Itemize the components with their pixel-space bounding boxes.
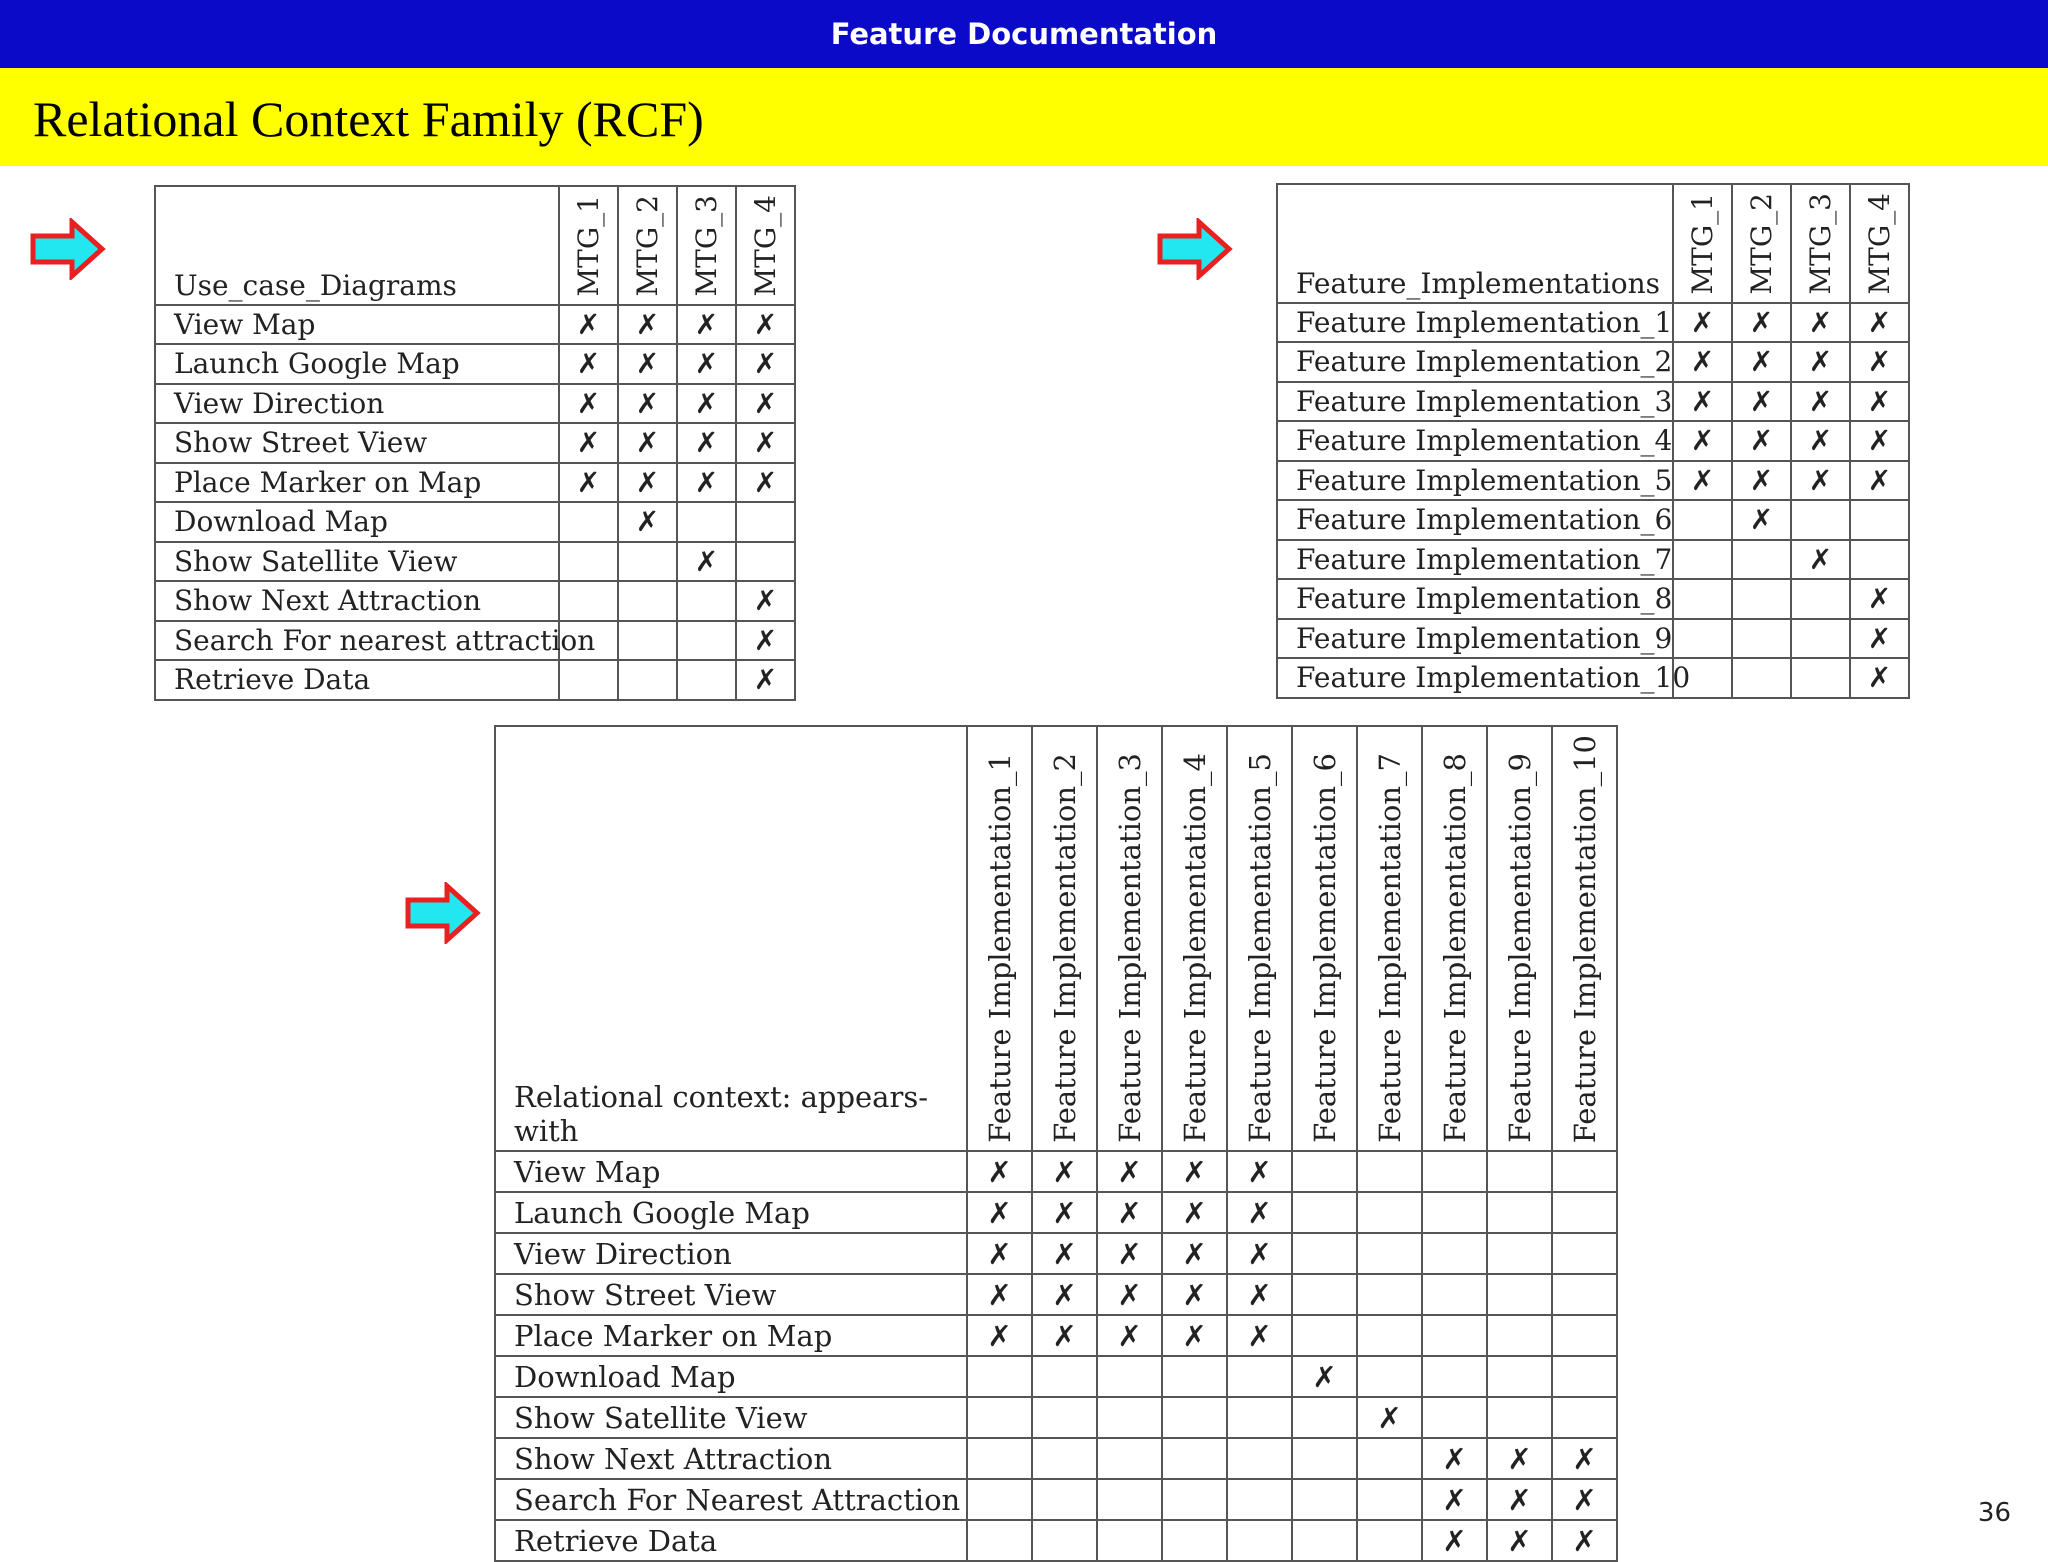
empty-cell <box>967 1397 1032 1438</box>
column-header <box>1732 184 1791 303</box>
empty-cell <box>1227 1356 1292 1397</box>
empty-cell <box>677 621 736 661</box>
table-corner-label: Relational context: appears-with <box>495 726 967 1151</box>
row-label: Feature Implementation_3 <box>1277 382 1673 422</box>
empty-cell <box>1487 1356 1552 1397</box>
row-label: Feature Implementation_4 <box>1277 421 1673 461</box>
empty-cell <box>1162 1520 1227 1561</box>
empty-cell <box>1097 1438 1162 1479</box>
empty-cell <box>1673 540 1732 580</box>
row-label: Feature Implementation_1 <box>1277 303 1673 343</box>
right-arrow-icon <box>405 882 481 944</box>
table-row <box>1277 342 1909 382</box>
empty-cell <box>559 660 618 700</box>
cross-mark-cell: ✗ <box>677 344 736 384</box>
column-header-label: Feature Implementation_2 <box>1047 753 1082 1144</box>
empty-cell <box>1292 1520 1357 1561</box>
empty-cell <box>1552 1192 1617 1233</box>
cross-mark-cell: ✗ <box>677 423 736 463</box>
cross-mark-cell: ✗ <box>1791 382 1850 422</box>
cross-mark-cell: ✗ <box>1850 658 1909 698</box>
table-corner-label: Feature_Implementations <box>1277 184 1673 303</box>
row-label: Feature Implementation_5 <box>1277 461 1673 501</box>
empty-cell <box>1552 1233 1617 1274</box>
row-label: Launch Google Map <box>495 1192 967 1233</box>
cross-mark-cell: ✗ <box>1850 619 1909 659</box>
row-label: Show Satellite View <box>155 542 559 582</box>
cross-mark-cell: ✗ <box>1791 303 1850 343</box>
cross-mark-cell: ✗ <box>559 305 618 345</box>
cross-mark-cell: ✗ <box>1850 342 1909 382</box>
empty-cell <box>1422 1397 1487 1438</box>
row-label: Launch Google Map <box>155 344 559 384</box>
table-row <box>1277 303 1909 343</box>
cross-mark-cell: ✗ <box>1673 461 1732 501</box>
empty-cell <box>967 1479 1032 1520</box>
cross-mark-cell: ✗ <box>618 344 677 384</box>
empty-cell <box>1487 1151 1552 1192</box>
cross-mark-cell: ✗ <box>559 344 618 384</box>
empty-cell <box>1673 579 1732 619</box>
cross-mark-cell: ✗ <box>1422 1479 1487 1520</box>
table-row <box>1277 658 1909 698</box>
column-header <box>1162 726 1227 1151</box>
empty-cell <box>618 542 677 582</box>
cross-mark-cell: ✗ <box>1032 1192 1097 1233</box>
cross-mark-cell: ✗ <box>1732 500 1791 540</box>
row-label: Feature Implementation_8 <box>1277 579 1673 619</box>
row-label: View Direction <box>495 1233 967 1274</box>
row-label: Show Satellite View <box>495 1397 967 1438</box>
cross-mark-cell: ✗ <box>1032 1233 1097 1274</box>
cross-mark-cell: ✗ <box>1673 421 1732 461</box>
cross-mark-cell: ✗ <box>736 660 795 700</box>
row-label: View Direction <box>155 384 559 424</box>
empty-cell <box>1791 658 1850 698</box>
empty-cell <box>1357 1438 1422 1479</box>
column-header <box>1227 726 1292 1151</box>
empty-cell <box>1292 1438 1357 1479</box>
row-label: Download Map <box>155 502 559 542</box>
cross-mark-cell: ✗ <box>1097 1233 1162 1274</box>
empty-cell <box>736 542 795 582</box>
empty-cell <box>967 1520 1032 1561</box>
title-bar <box>0 68 2048 166</box>
column-header-label: Feature Implementation_7 <box>1372 753 1407 1144</box>
cross-mark-cell: ✗ <box>1357 1397 1422 1438</box>
table-row <box>495 1233 1617 1274</box>
row-label: Feature Implementation_10 <box>1277 658 1673 698</box>
cross-mark-cell: ✗ <box>618 463 677 503</box>
cross-mark-cell: ✗ <box>1732 382 1791 422</box>
empty-cell <box>1032 1520 1097 1561</box>
column-header <box>618 186 677 305</box>
row-label: Show Next Attraction <box>495 1438 967 1479</box>
empty-cell <box>1292 1151 1357 1192</box>
cross-mark-cell: ✗ <box>1732 303 1791 343</box>
cross-mark-cell: ✗ <box>736 384 795 424</box>
cross-mark-cell: ✗ <box>1850 579 1909 619</box>
empty-cell <box>1032 1356 1097 1397</box>
empty-cell <box>1032 1397 1097 1438</box>
column-header <box>1487 726 1552 1151</box>
table-row <box>155 384 795 424</box>
empty-cell <box>1732 658 1791 698</box>
table-row <box>1277 500 1909 540</box>
cross-mark-cell: ✗ <box>1162 1274 1227 1315</box>
empty-cell <box>1097 1397 1162 1438</box>
cross-mark-cell: ✗ <box>1032 1151 1097 1192</box>
empty-cell <box>1422 1315 1487 1356</box>
table-row <box>495 1397 1617 1438</box>
empty-cell <box>1732 540 1791 580</box>
cross-mark-cell: ✗ <box>736 463 795 503</box>
header-row <box>155 186 795 305</box>
empty-cell <box>1357 1151 1422 1192</box>
cross-mark-cell: ✗ <box>559 384 618 424</box>
column-header <box>1791 184 1850 303</box>
empty-cell <box>1552 1274 1617 1315</box>
column-header-label: MTG_1 <box>1686 193 1719 295</box>
table-row <box>1277 382 1909 422</box>
column-header-label: Feature Implementation_4 <box>1177 753 1212 1144</box>
empty-cell <box>1791 500 1850 540</box>
empty-cell <box>1732 619 1791 659</box>
cross-mark-cell: ✗ <box>1227 1233 1292 1274</box>
column-header-label: Feature Implementation_8 <box>1437 753 1472 1144</box>
empty-cell <box>1032 1479 1097 1520</box>
empty-cell <box>1292 1233 1357 1274</box>
cross-mark-cell: ✗ <box>1732 342 1791 382</box>
cross-mark-cell: ✗ <box>967 1192 1032 1233</box>
empty-cell <box>1422 1356 1487 1397</box>
cross-mark-cell: ✗ <box>1227 1315 1292 1356</box>
cross-mark-cell: ✗ <box>1552 1479 1617 1520</box>
cross-mark-cell: ✗ <box>1552 1438 1617 1479</box>
cross-mark-cell: ✗ <box>1850 461 1909 501</box>
empty-cell <box>1357 1274 1422 1315</box>
relational-context-table <box>494 725 1618 1562</box>
column-header-label: MTG_1 <box>572 195 605 297</box>
empty-cell <box>1227 1438 1292 1479</box>
row-label: Show Next Attraction <box>155 581 559 621</box>
cross-mark-cell: ✗ <box>677 305 736 345</box>
empty-cell <box>1162 1438 1227 1479</box>
table-row <box>155 423 795 463</box>
cross-mark-cell: ✗ <box>1422 1520 1487 1561</box>
empty-cell <box>1357 1233 1422 1274</box>
cross-mark-cell: ✗ <box>559 423 618 463</box>
page-number: 36 <box>1977 1498 2011 1528</box>
header-row <box>1277 184 1909 303</box>
column-header-label: MTG_3 <box>690 195 723 297</box>
cross-mark-cell: ✗ <box>618 305 677 345</box>
cross-mark-cell: ✗ <box>1162 1233 1227 1274</box>
cross-mark-cell: ✗ <box>1850 382 1909 422</box>
cross-mark-cell: ✗ <box>736 621 795 661</box>
table-row <box>495 1520 1617 1561</box>
table-row <box>155 344 795 384</box>
cross-mark-cell: ✗ <box>1487 1479 1552 1520</box>
table-row <box>155 502 795 542</box>
cross-mark-cell: ✗ <box>1791 461 1850 501</box>
row-label: Show Street View <box>495 1274 967 1315</box>
column-header-label: MTG_2 <box>631 195 664 297</box>
empty-cell <box>559 542 618 582</box>
table-row <box>155 542 795 582</box>
cross-mark-cell: ✗ <box>1487 1438 1552 1479</box>
column-header <box>677 186 736 305</box>
empty-cell <box>1422 1151 1487 1192</box>
right-arrow-icon <box>30 218 106 280</box>
cross-mark-cell: ✗ <box>1162 1151 1227 1192</box>
empty-cell <box>618 581 677 621</box>
table-row <box>1277 421 1909 461</box>
cross-mark-cell: ✗ <box>736 581 795 621</box>
empty-cell <box>1097 1520 1162 1561</box>
empty-cell <box>1292 1479 1357 1520</box>
cross-mark-cell: ✗ <box>1673 382 1732 422</box>
cross-mark-cell: ✗ <box>1097 1192 1162 1233</box>
table-row <box>1277 461 1909 501</box>
empty-cell <box>1487 1315 1552 1356</box>
cross-mark-cell: ✗ <box>1791 342 1850 382</box>
row-label: Place Marker on Map <box>155 463 559 503</box>
table-row <box>495 1356 1617 1397</box>
cross-mark-cell: ✗ <box>1032 1274 1097 1315</box>
column-header-label: Feature Implementation_1 <box>982 753 1017 1144</box>
row-label: Retrieve Data <box>155 660 559 700</box>
table-row <box>495 1479 1617 1520</box>
column-header <box>967 726 1032 1151</box>
empty-cell <box>1032 1438 1097 1479</box>
cross-mark-cell: ✗ <box>1162 1315 1227 1356</box>
empty-cell <box>1422 1192 1487 1233</box>
table-row <box>1277 619 1909 659</box>
row-label: Download Map <box>495 1356 967 1397</box>
cross-mark-cell: ✗ <box>1227 1274 1292 1315</box>
empty-cell <box>618 621 677 661</box>
table-row <box>1277 579 1909 619</box>
table-corner-label: Use_case_Diagrams <box>155 186 559 305</box>
cross-mark-cell: ✗ <box>1227 1192 1292 1233</box>
feature-implementation-context-table <box>1276 183 1910 699</box>
empty-cell <box>1791 619 1850 659</box>
empty-cell <box>1552 1151 1617 1192</box>
empty-cell <box>967 1356 1032 1397</box>
empty-cell <box>1552 1315 1617 1356</box>
table-row <box>155 305 795 345</box>
empty-cell <box>559 581 618 621</box>
empty-cell <box>1227 1397 1292 1438</box>
cross-mark-cell: ✗ <box>967 1233 1032 1274</box>
cross-mark-cell: ✗ <box>618 423 677 463</box>
empty-cell <box>1292 1192 1357 1233</box>
column-header-label: Feature Implementation_10 <box>1567 735 1602 1144</box>
empty-cell <box>1292 1274 1357 1315</box>
cross-mark-cell: ✗ <box>618 384 677 424</box>
cross-mark-cell: ✗ <box>1850 303 1909 343</box>
empty-cell <box>1487 1233 1552 1274</box>
column-header <box>1673 184 1732 303</box>
empty-cell <box>1357 1520 1422 1561</box>
row-label: View Map <box>155 305 559 345</box>
usecase-context-table <box>154 185 796 701</box>
column-header <box>1552 726 1617 1151</box>
cross-mark-cell: ✗ <box>677 384 736 424</box>
empty-cell <box>1097 1356 1162 1397</box>
cross-mark-cell: ✗ <box>1732 461 1791 501</box>
row-label: Show Street View <box>155 423 559 463</box>
cross-mark-cell: ✗ <box>1097 1315 1162 1356</box>
table-row <box>155 660 795 700</box>
column-header <box>1032 726 1097 1151</box>
empty-cell <box>1422 1233 1487 1274</box>
column-header-label: Feature Implementation_5 <box>1242 753 1277 1144</box>
table-row <box>1277 540 1909 580</box>
table-row <box>155 621 795 661</box>
empty-cell <box>1487 1192 1552 1233</box>
cross-mark-cell: ✗ <box>618 502 677 542</box>
empty-cell <box>1850 500 1909 540</box>
column-header <box>1422 726 1487 1151</box>
empty-cell <box>1552 1397 1617 1438</box>
table-row <box>155 581 795 621</box>
empty-cell <box>1357 1315 1422 1356</box>
empty-cell <box>1292 1397 1357 1438</box>
cross-mark-cell: ✗ <box>967 1151 1032 1192</box>
right-arrow-icon <box>1157 218 1233 280</box>
cross-mark-cell: ✗ <box>1552 1520 1617 1561</box>
top-banner <box>0 0 2048 68</box>
empty-cell <box>1357 1356 1422 1397</box>
empty-cell <box>677 660 736 700</box>
cross-mark-cell: ✗ <box>1227 1151 1292 1192</box>
empty-cell <box>1162 1356 1227 1397</box>
empty-cell <box>1422 1274 1487 1315</box>
empty-cell <box>1487 1397 1552 1438</box>
column-header-label: Feature Implementation_6 <box>1307 753 1342 1144</box>
table-row <box>495 1274 1617 1315</box>
row-label: Retrieve Data <box>495 1520 967 1561</box>
column-header <box>559 186 618 305</box>
empty-cell <box>1673 619 1732 659</box>
table-row <box>495 1192 1617 1233</box>
empty-cell <box>1487 1274 1552 1315</box>
empty-cell <box>1357 1192 1422 1233</box>
cross-mark-cell: ✗ <box>1791 540 1850 580</box>
column-header <box>736 186 795 305</box>
empty-cell <box>967 1438 1032 1479</box>
cross-mark-cell: ✗ <box>1487 1520 1552 1561</box>
cross-mark-cell: ✗ <box>1422 1438 1487 1479</box>
empty-cell <box>1673 500 1732 540</box>
cross-mark-cell: ✗ <box>1673 342 1732 382</box>
row-label: Feature Implementation_7 <box>1277 540 1673 580</box>
empty-cell <box>1227 1479 1292 1520</box>
table-row <box>495 1438 1617 1479</box>
cross-mark-cell: ✗ <box>1850 421 1909 461</box>
empty-cell <box>1552 1356 1617 1397</box>
header-row <box>495 726 1617 1151</box>
column-header-label: Feature Implementation_3 <box>1112 753 1147 1144</box>
cross-mark-cell: ✗ <box>1292 1356 1357 1397</box>
column-header-label: MTG_2 <box>1745 193 1778 295</box>
empty-cell <box>1162 1479 1227 1520</box>
row-label: Search For nearest attraction <box>155 621 559 661</box>
empty-cell <box>559 502 618 542</box>
empty-cell <box>1357 1479 1422 1520</box>
cross-mark-cell: ✗ <box>1097 1274 1162 1315</box>
row-label: Feature Implementation_9 <box>1277 619 1673 659</box>
empty-cell <box>1732 579 1791 619</box>
cross-mark-cell: ✗ <box>1791 421 1850 461</box>
column-header-label: Feature Implementation_9 <box>1502 753 1537 1144</box>
cross-mark-cell: ✗ <box>1732 421 1791 461</box>
cross-mark-cell: ✗ <box>1673 303 1732 343</box>
cross-mark-cell: ✗ <box>1162 1192 1227 1233</box>
cross-mark-cell: ✗ <box>967 1315 1032 1356</box>
row-label: Feature Implementation_2 <box>1277 342 1673 382</box>
cross-mark-cell: ✗ <box>736 344 795 384</box>
table-row <box>495 1315 1617 1356</box>
cross-mark-cell: ✗ <box>559 463 618 503</box>
column-header <box>1850 184 1909 303</box>
cross-mark-cell: ✗ <box>736 423 795 463</box>
empty-cell <box>1292 1315 1357 1356</box>
cross-mark-cell: ✗ <box>677 542 736 582</box>
column-header-label: MTG_4 <box>749 195 782 297</box>
column-header <box>1097 726 1162 1151</box>
empty-cell <box>736 502 795 542</box>
column-header-label: MTG_4 <box>1863 193 1896 295</box>
empty-cell <box>677 581 736 621</box>
column-header <box>1357 726 1422 1151</box>
row-label: Feature Implementation_6 <box>1277 500 1673 540</box>
cross-mark-cell: ✗ <box>1097 1151 1162 1192</box>
slide-title: Relational Context Family (RCF) <box>33 91 704 147</box>
cross-mark-cell: ✗ <box>1032 1315 1097 1356</box>
empty-cell <box>1850 540 1909 580</box>
empty-cell <box>1162 1397 1227 1438</box>
banner-title: Feature Documentation <box>830 17 1218 51</box>
empty-cell <box>618 660 677 700</box>
column-header-label: MTG_3 <box>1804 193 1837 295</box>
row-label: Search For Nearest Attraction <box>495 1479 967 1520</box>
row-label: View Map <box>495 1151 967 1192</box>
table-row <box>155 463 795 503</box>
empty-cell <box>1791 579 1850 619</box>
cross-mark-cell: ✗ <box>736 305 795 345</box>
empty-cell <box>1097 1479 1162 1520</box>
empty-cell <box>677 502 736 542</box>
cross-mark-cell: ✗ <box>677 463 736 503</box>
cross-mark-cell: ✗ <box>967 1274 1032 1315</box>
table-row <box>495 1151 1617 1192</box>
column-header <box>1292 726 1357 1151</box>
empty-cell <box>1227 1520 1292 1561</box>
row-label: Place Marker on Map <box>495 1315 967 1356</box>
